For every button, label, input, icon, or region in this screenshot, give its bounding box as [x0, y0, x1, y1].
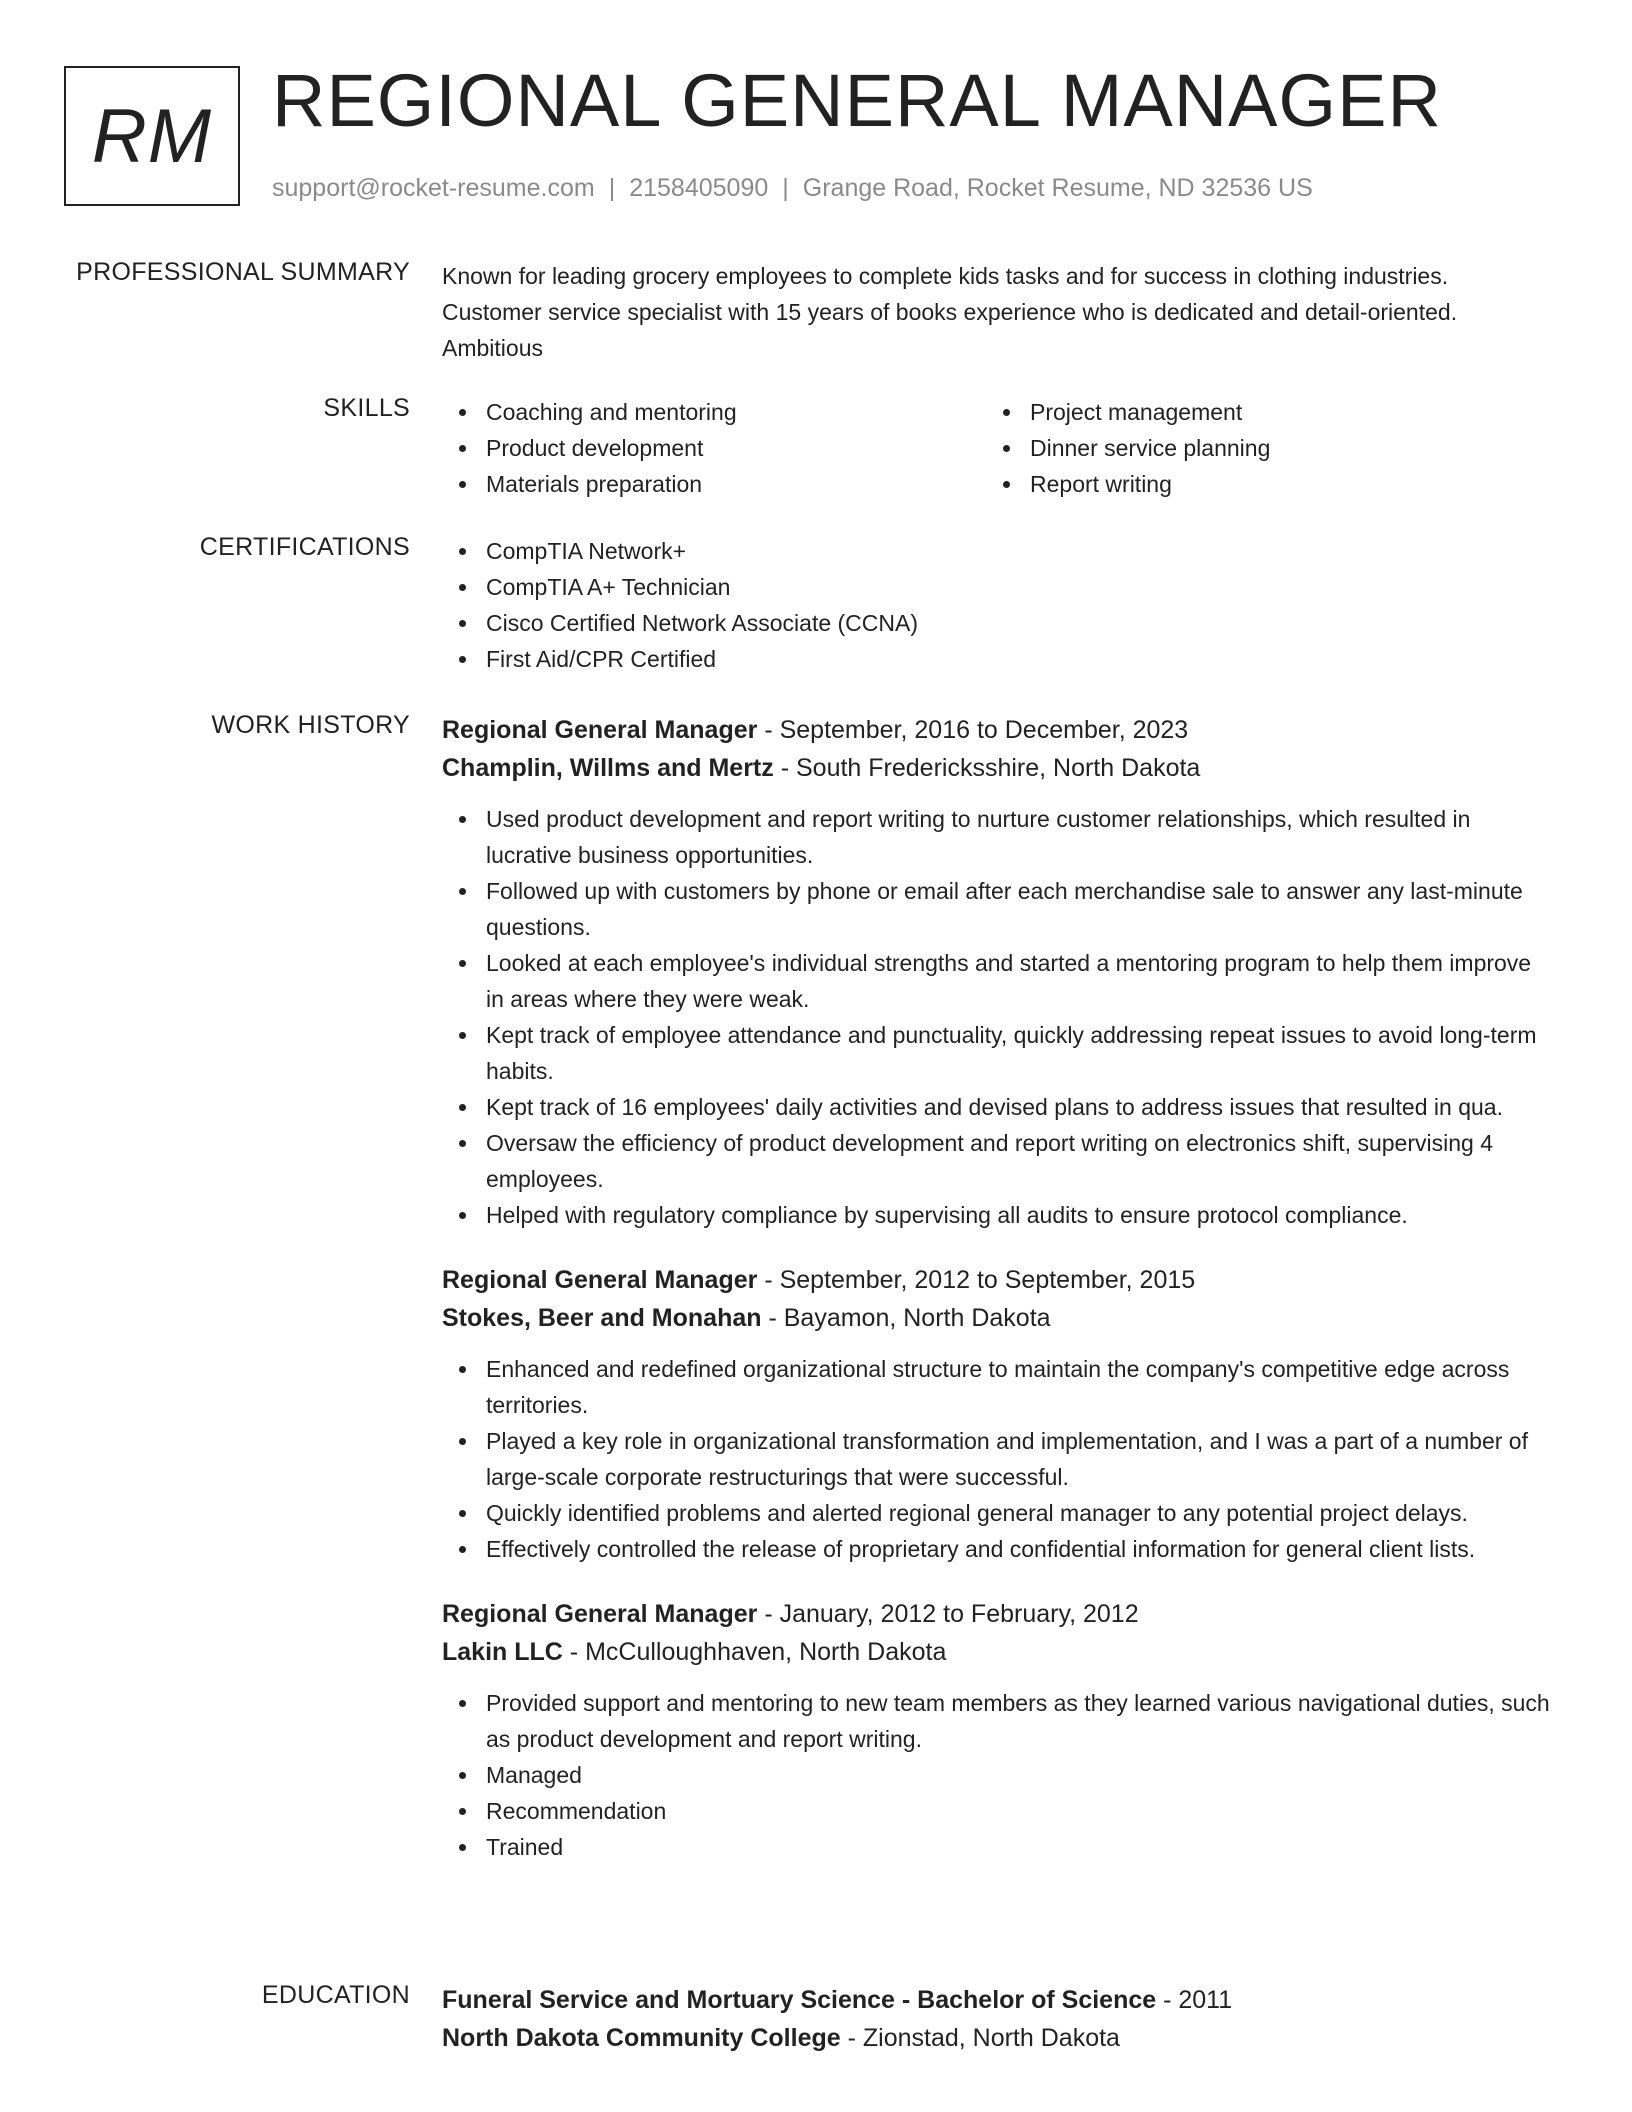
certification-item: CompTIA Network+ — [442, 533, 1550, 569]
job-company: Champlin, Willms and Mertz — [442, 754, 774, 782]
job-entry — [442, 1261, 1550, 1567]
school-name: North Dakota Community College — [442, 2024, 841, 2052]
section-label-work-history: WORK HISTORY — [211, 711, 410, 739]
monogram: RM — [64, 66, 240, 206]
job-dates: January, 2012 to February, 2012 — [779, 1600, 1139, 1628]
education-body — [442, 1981, 1550, 2057]
dash: - — [757, 1600, 780, 1628]
school-line — [442, 2019, 1550, 2057]
job-bullet: Used product development and report writing to nurture customer relationships, which resulted in lucrative business opportunities. — [442, 801, 1550, 873]
job-bullet: Provided support and mentoring to new team members as they learned various navigational duties, such as product development and report writing. — [442, 1685, 1550, 1757]
address: Grange Road, Rocket Resume, ND 32536 US — [802, 174, 1313, 202]
job-title-line — [442, 1595, 1550, 1633]
skills-body — [442, 394, 1550, 502]
dash: - — [1156, 1986, 1179, 2014]
section-label-skills: SKILLS — [323, 394, 410, 422]
certifications-body — [442, 533, 1550, 677]
section-label-summary: PROFESSIONAL SUMMARY — [76, 258, 410, 286]
job-bullet: Played a key role in organizational transformation and implementation, and I was a part of a number of large-scale corporate restructurings that were successful. — [442, 1423, 1550, 1495]
summary-text: Known for leading grocery employees to complete kids tasks and for success in clothing industries. Customer service specialist with 15 years of books experience who is dedicated and detail-oriented. Ambitious — [442, 263, 1458, 361]
certification-item: First Aid/CPR Certified — [442, 641, 1550, 677]
job-company: Lakin LLC — [442, 1638, 563, 1666]
job-company-line — [442, 1299, 1550, 1337]
skill-item: Project management — [986, 394, 1530, 430]
skills-column-left — [442, 394, 986, 502]
job-company-line — [442, 1633, 1550, 1671]
page-title: REGIONAL GENERAL MANAGER — [272, 59, 1442, 142]
email[interactable]: support@rocket-resume.com — [272, 174, 595, 202]
job-bullet: Helped with regulatory compliance by supervising all audits to ensure protocol compliance. — [442, 1197, 1550, 1233]
job-company: Stokes, Beer and Monahan — [442, 1304, 762, 1332]
job-bullet: Enhanced and redefined organizational structure to maintain the company's competitive edge across territories. — [442, 1351, 1550, 1423]
skill-item: Dinner service planning — [986, 430, 1530, 466]
job-bullet: Looked at each employee's individual strengths and started a mentoring program to help them improve in areas where they were weak. — [442, 945, 1550, 1017]
job-bullet: Managed — [442, 1757, 1550, 1793]
degree: Funeral Service and Mortuary Science - Bachelor of Science — [442, 1986, 1157, 2014]
certification-item: CompTIA A+ Technician — [442, 569, 1550, 605]
job-bullet: Kept track of employee attendance and punctuality, quickly addressing repeat issues to avoid long-term habits. — [442, 1017, 1550, 1089]
contact-line — [272, 174, 1313, 203]
dash: - — [757, 1266, 780, 1294]
job-dates: September, 2016 to December, 2023 — [779, 716, 1189, 744]
skill-item: Materials preparation — [442, 466, 986, 502]
work-history-body — [442, 711, 1550, 1865]
job-bullet: Oversaw the efficiency of product development and report writing on electronics shift, supervising 4 employees. — [442, 1125, 1550, 1197]
job-title-line — [442, 711, 1550, 749]
separator: | — [608, 174, 616, 202]
section-label-certifications: CERTIFICATIONS — [199, 533, 410, 561]
job-entry — [442, 1595, 1550, 1865]
job-location: McCulloughhaven, North Dakota — [585, 1638, 947, 1666]
dash: - — [761, 1304, 784, 1332]
job-title: Regional General Manager — [442, 1266, 758, 1294]
job-bullet: Effectively controlled the release of proprietary and confidential information for general client lists. — [442, 1531, 1550, 1567]
dash: - — [757, 716, 780, 744]
job-dates: September, 2012 to September, 2015 — [779, 1266, 1196, 1294]
job-entry — [442, 711, 1550, 1233]
section-label-education: EDUCATION — [261, 1981, 410, 2009]
skill-item: Report writing — [986, 466, 1530, 502]
skills-column-right — [986, 394, 1530, 502]
job-title-line — [442, 1261, 1550, 1299]
dash: - — [773, 754, 796, 782]
job-title: Regional General Manager — [442, 716, 758, 744]
job-bullet: Recommendation — [442, 1793, 1550, 1829]
skill-item: Product development — [442, 430, 986, 466]
school-location: Zionstad, North Dakota — [862, 2024, 1120, 2052]
graduation-year: 2011 — [1178, 1986, 1233, 2014]
dash: - — [840, 2024, 863, 2052]
job-title: Regional General Manager — [442, 1600, 758, 1628]
summary-body — [442, 258, 1550, 366]
job-bullet: Quickly identified problems and alerted regional general manager to any potential project delays. — [442, 1495, 1550, 1531]
dash: - — [562, 1638, 586, 1666]
separator: | — [782, 174, 789, 202]
job-company-line — [442, 749, 1550, 787]
job-location: South Fredericksshire, North Dakota — [795, 754, 1201, 782]
degree-line — [442, 1981, 1550, 2019]
job-location: Bayamon, North Dakota — [783, 1304, 1051, 1332]
job-bullet: Trained — [442, 1829, 1550, 1865]
skill-item: Coaching and mentoring — [442, 394, 986, 430]
job-bullet: Followed up with customers by phone or email after each merchandise sale to answer any last-minute questions. — [442, 873, 1550, 945]
job-bullet: Kept track of 16 employees' daily activities and devised plans to address issues that resulted in qua. — [442, 1089, 1550, 1125]
phone[interactable]: 2158405090 — [629, 174, 769, 202]
certification-item: Cisco Certified Network Associate (CCNA) — [442, 605, 1550, 641]
